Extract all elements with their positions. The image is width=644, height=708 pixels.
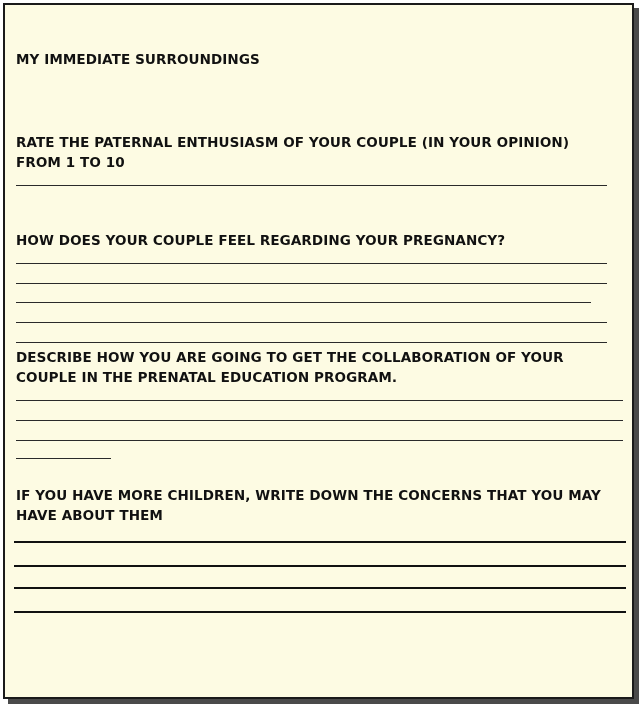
answer-line[interactable] [16, 458, 111, 459]
section-title: MY IMMEDIATE SURROUNDINGS [16, 52, 260, 68]
question-children-concerns: IF YOU HAVE MORE CHILDREN, WRITE DOWN THE CONCERNS THAT YOU MAY HAVE ABOUT THEM [16, 488, 601, 524]
answer-line[interactable] [16, 302, 591, 303]
answer-line[interactable] [16, 400, 623, 401]
question-paternal-enthusiasm: RATE THE PATERNAL ENTHUSIASM OF YOUR COUPLE (IN YOUR OPINION) FROM 1 TO 10 [16, 135, 570, 171]
form-card [3, 3, 634, 699]
answer-line[interactable] [14, 541, 626, 543]
answer-line[interactable] [16, 322, 607, 323]
answer-line[interactable] [16, 342, 607, 343]
answer-line[interactable] [16, 185, 607, 186]
answer-line[interactable] [16, 263, 607, 264]
answer-line[interactable] [14, 611, 626, 613]
answer-line[interactable] [16, 440, 623, 441]
answer-line[interactable] [14, 587, 626, 589]
question-collaboration: DESCRIBE HOW YOU ARE GOING TO GET THE COLLABORATION OF YOUR COUPLE IN THE PRENATAL EDUCATION PROGRAM. [16, 350, 564, 386]
answer-line[interactable] [16, 283, 607, 284]
answer-line[interactable] [16, 420, 623, 421]
answer-line[interactable] [14, 565, 626, 567]
question-couple-feeling: HOW DOES YOUR COUPLE FEEL REGARDING YOUR PREGNANCY? [16, 233, 506, 249]
